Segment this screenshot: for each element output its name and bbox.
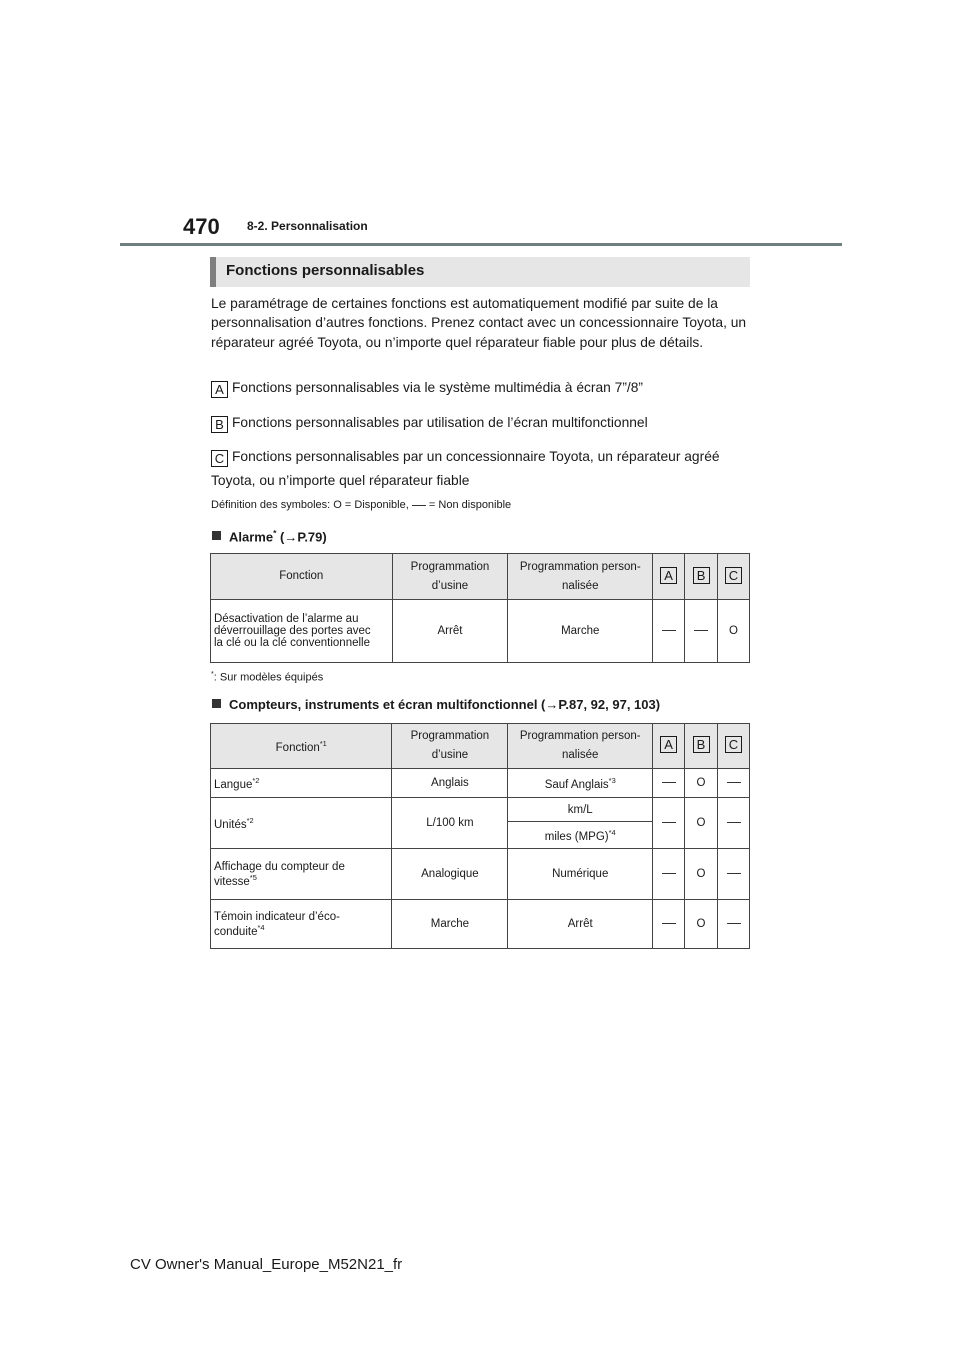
square-bullet-icon [212,531,221,540]
dash-icon [727,923,741,924]
custom-cell: Sauf Anglais$^{*3}$ [508,769,653,798]
arrow-icon: → [284,529,298,545]
table-row [211,600,750,663]
letter-b-box: B [211,416,228,433]
b-cell [685,600,718,663]
box-title-text: Fonctions personnalisables [226,262,425,279]
star-mark: * [273,528,277,538]
box-title [210,257,750,287]
header-rule [120,243,842,246]
dash-icon [727,873,741,874]
b-cell: O [685,849,718,900]
function-cell: Unités$^{*2}$ [211,798,392,849]
arrow-icon: → [545,697,559,712]
factory-cell: Marche [392,900,508,949]
col-factory: Programmation d’usine [392,554,508,600]
a-cell [653,798,685,849]
function-cell: Affichage du compteur de vitesse$^{*5}$ [211,849,392,900]
alarm-subheading: Alarme* (→P.79) [212,528,327,544]
custom-cell: miles (MPG)$^{*4}$ [508,822,653,849]
footer: CV Owner's Manual_Europe_M52N21_fr [130,1256,403,1273]
c-cell [718,849,750,900]
symbols-suffix: = Non disponible [428,499,512,511]
legend-text: Fonctions personnalisables via le système multimédia à écran 7”/8” [232,380,644,395]
function-cell: Désactivation de l’alarme au déverrouillage des portes avec la clé ou la clé conventionnelle [211,600,393,663]
page-ref: P.79 [297,529,323,545]
meters-title: Compteurs, instruments et écran multifonctionnel [229,697,538,712]
factory-cell: Analogique [392,849,508,900]
function-cell: Témoin indicateur d’éco- conduite$^{*4}$ [211,900,392,949]
custom-cell: Marche [508,600,653,663]
b-cell: O [685,900,718,949]
col-custom: Programmation person- nalisée [508,554,653,600]
section-title: 8-2. Personnalisation [247,219,368,233]
legend-c-continuation: Toyota, ou n’importe quel réparateur fiable [211,473,470,488]
dash-icon [662,873,676,874]
table-row [211,900,750,949]
dash-icon [694,630,708,631]
col-c: C [718,554,750,600]
col-c: C [718,724,750,769]
col-b: B [685,554,718,600]
alarm-table [210,553,750,663]
c-cell [718,798,750,849]
a-cell [653,769,685,798]
meters-table [210,723,750,949]
letter-c-box: C [211,450,228,467]
factory-cell: Anglais [392,769,508,798]
custom-cell: km/L [508,798,653,822]
dash-icon [727,822,741,823]
c-cell [718,900,750,949]
legend-text: Fonctions personnalisables par utilisation de l’écran multifonctionnel [232,415,648,430]
a-cell [653,600,685,663]
a-cell [653,900,685,949]
meters-subheading: Compteurs, instruments et écran multifonctionnel (→P.87, 92, 97, 103) [212,697,660,712]
col-function: Fonction [211,554,393,600]
letter-a-box: A [211,381,228,398]
custom-cell: Numérique [508,849,653,900]
dash-icon [412,505,426,506]
dash-icon [662,822,676,823]
dash-icon [662,923,676,924]
page-ref: P.87, 92, 97, 103 [558,697,656,712]
col-a: A [653,724,685,769]
col-a: A [653,554,685,600]
table-row [211,798,750,822]
dash-icon [727,782,741,783]
col-custom: Programmation person- nalisée [508,724,653,769]
function-cell: Langue$^{*2}$ [211,769,392,798]
factory-cell: L/100 km [392,798,508,849]
symbols-prefix: Définition des symboles: O = Disponible, [211,499,409,511]
a-cell [653,849,685,900]
custom-cell: Arrêt [508,900,653,949]
legend-text: Fonctions personnalisables par un concessionnaire Toyota, un réparateur agréé [232,449,720,464]
c-cell [718,769,750,798]
table-header-row [211,554,750,600]
symbols-definition [211,499,511,511]
dash-icon [662,782,676,783]
alarm-title: Alarme [229,529,274,545]
b-cell: O [685,798,718,849]
table-header-row [211,724,750,769]
alarm-footnote: *: Sur modèles équipés [211,670,324,684]
table-row [211,769,750,798]
col-function: Fonction$^{*1}$ [211,724,392,769]
dash-icon [662,630,676,631]
b-cell: O [685,769,718,798]
c-cell: O [718,600,750,663]
col-b: B [685,724,718,769]
col-factory: Programmation d’usine [392,724,508,769]
table-row [211,849,750,900]
intro-paragraph: Le paramétrage de certaines fonctions est automatiquement modifié par suite de la personnalisation d’autres fonctions. Prenez contact avec un concessionnaire Toyota, un réparateur agréé Toyota, ou n’importe quel réparateur fiable pour plus de détails. [211,296,747,350]
square-bullet-icon [212,699,221,708]
page-number: 470 [183,214,220,239]
factory-cell: Arrêt [392,600,508,663]
